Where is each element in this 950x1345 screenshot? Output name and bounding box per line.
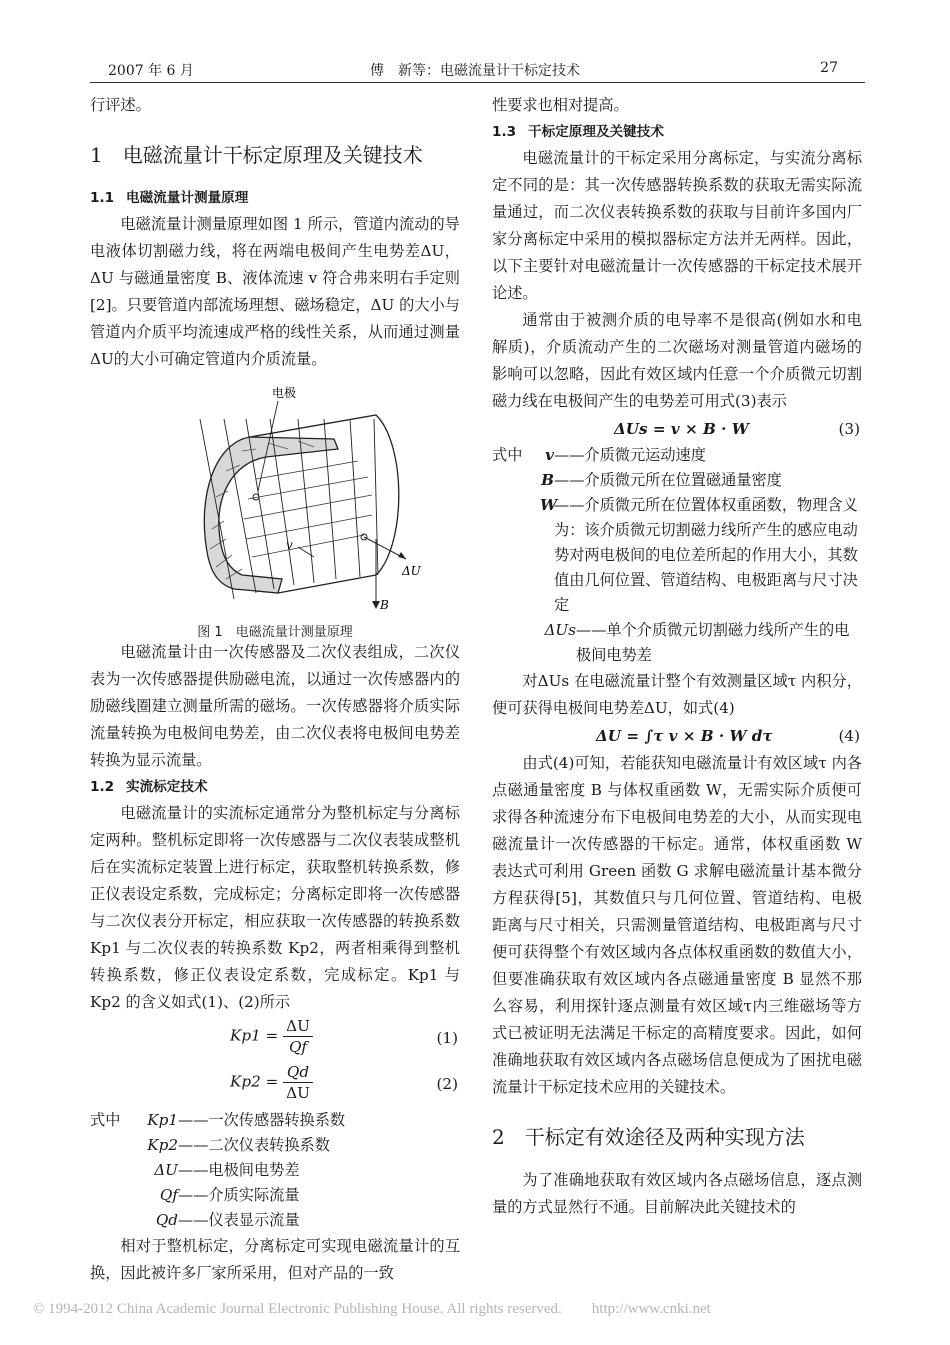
paragraph: 为了准确地获取有效区域内各点磁场信息，逐点测量的方式显然行不通。目前解决此关键技术的 — [492, 1171, 862, 1216]
subsection-heading-1-3: 1.3 干标定原理及关键技术 — [492, 124, 664, 140]
paragraph: 电磁流量计的实流标定通常分为整机标定与分离标定两种。整机标定即将一次传感器与二次仪表装成整机后在实流标定装置上进行标定，获取整机转换系数，修正仪表设定系数，完成标定；分离标定即将一次传感器与二次仪表分开标定，相应获取一次传感器的转换系数 Kp1 与二次仪表的转换系数 Kp2，两者相乘得到整机转换系数，修正仪表设定系数，完成标定。Kp1 与 Kp2 的含义如式(1)、(2)所示 — [90, 804, 460, 1011]
equation-4: ΔU = ∫τ v × B · W dτ (4) — [596, 727, 860, 745]
definition-row: ΔU ——电极间电势差 — [154, 1161, 300, 1179]
definition-row: 式中 v ——介质微元运动速度 — [492, 446, 706, 464]
paragraph: 由式(4)可知，若能获知电磁流量计有效区域τ 内各点磁通量密度 B 与体权重函数 W，无需实际介质便可求得各种流速分布下电极间电势差的大小，从而实现电磁流量计一次传感器的干标定。通常，体权重函数 W 表达式可利用 Green 函数 G 求解电磁流量计基本微分方程获得[5]，其数值只与几何位置、管道结构、电极距离与尺寸相关，只需测量管道结构、电极距离与尺寸便可获得整个有效区域内各点体权重函数的数值大小，但要准确获取有效区域内各点磁通量密度 B 显然不那么容易，利用探针逐点测量有效区域τ内三维磁场等方式已被证明无法满足干标定的高精度要求。因此，如何准确地获取有效区域内各点磁场信息便成为了困扰电磁流量计干标定技术应用的关键技术。 — [492, 754, 862, 1096]
definition-row: W ——介质微元所在位置体权重函数，物理含义为：该介质微元切割磁力线所产生的感应电动势对两电极间的电位差所起的作用大小，其数值由几何位置、管道结构、电极距离与尺寸决定 — [540, 496, 858, 614]
header-rule — [90, 82, 865, 83]
section-heading-1: 1 电磁流量计干标定原理及关键技术 — [90, 143, 423, 167]
subsection-heading-1-1: 1.1 电磁流量计测量原理 — [90, 190, 249, 206]
section-heading-2: 2 干标定有效途径及两种实现方法 — [492, 1125, 805, 1149]
label-v: v — [286, 538, 293, 552]
definition-row: 式中 Kp1 ——一次传感器转换系数 — [90, 1111, 346, 1129]
header-title: 傅 新等：电磁流量计干标定技术 — [370, 63, 580, 79]
definition-row: Qd ——仪表显示流量 — [155, 1211, 300, 1229]
symbol-definitions — [492, 443, 862, 668]
paragraph: 相对于整机标定，分离标定可实现电磁流量计的互换，因此被许多厂家所采用，但对产品的一致 — [90, 1237, 460, 1282]
paragraph: 电磁流量计的干标定采用分离标定，与实流分离标定不同的是：其一次传感器转换系数的获取无需实际流量通过，而二次仪表转换系数的获取与目前许多国内厂家分离标定中采用的模拟器标定方法并无两样。因此，以下主要针对电磁流量计一次传感器的干标定技术展开论述。 — [492, 149, 862, 302]
definition-row: Qf ——介质实际流量 — [159, 1186, 300, 1204]
figure-caption: 图 1 电磁流量计测量原理 — [197, 625, 353, 640]
definition-row: B ——介质微元所在位置磁通量密度 — [541, 471, 782, 489]
subsection-heading-1-2: 1.2 实流标定技术 — [90, 779, 208, 795]
figure-1 — [90, 379, 460, 639]
definition-row: Kp2 ——二次仪表转换系数 — [147, 1136, 330, 1154]
definition-row: ΔUs ——单个介质微元切割磁力线所产生的电极间电势差 — [544, 621, 850, 664]
equation-1: Kp1 = $\frac{\Delta U}{Qf}$ (1) — [230, 1017, 458, 1056]
paragraph: 通常由于被测介质的电导率不是很高(例如水和电解质)，介质流动产生的二次磁场对测量管道内磁场的影响可以忽略，因此有效区域内任意一个介质微元切割磁力线在电极间产生的电势差可用式(3)表示 — [492, 311, 862, 410]
left-column — [90, 92, 460, 1287]
equation-3: ΔUs = v × B · W (3) — [614, 420, 860, 438]
header-date: 2007 年 6 月 — [108, 63, 194, 79]
label-electrode: 电极 — [272, 386, 297, 400]
label-b: B — [380, 598, 389, 612]
copyright-footer: © 1994-2012 China Academic Journal Electronic Publishing House. All rights reserved. http://www.cnki.net — [33, 1301, 711, 1317]
paragraph: 电磁流量计测量原理如图 1 所示，管道内流动的导电液体切割磁力线，将在两端电极间产生电势差ΔU，ΔU 与磁通量密度 B、液体流速 v 符合弗来明右手定则[2]。只要管道内部流场理想、磁场稳定，ΔU 的大小与管道内介质平均流速成严格的线性关系，从而通过测量ΔU的大小可确定管道内介质流量。 — [90, 215, 460, 368]
flowmeter-diagram — [138, 379, 428, 615]
symbol-definitions — [90, 1108, 460, 1233]
paragraph: 对ΔUs 在电磁流量计整个有效测量区域τ 内积分，便可获得电极间电势差ΔU，如式(4) — [492, 672, 862, 717]
paragraph: 行评述。 — [90, 96, 151, 114]
paragraph: 电磁流量计由一次传感器及二次仪表组成，二次仪表为一次传感器提供励磁电流，以通过一次传感器内的励磁线圈建立测量所需的磁场。一次传感器将介质实际流量转换为电极间电势差，由二次仪表将电极间电势差转换为显示流量。 — [90, 643, 460, 769]
label-delta-u: ΔU — [402, 564, 421, 578]
equation-2: Kp2 = $\frac{Qd}{\Delta U}$ (2) — [230, 1063, 458, 1102]
right-column — [492, 92, 862, 1221]
paragraph: 性要求也相对提高。 — [492, 96, 629, 114]
header-page-number: 27 — [820, 60, 838, 76]
